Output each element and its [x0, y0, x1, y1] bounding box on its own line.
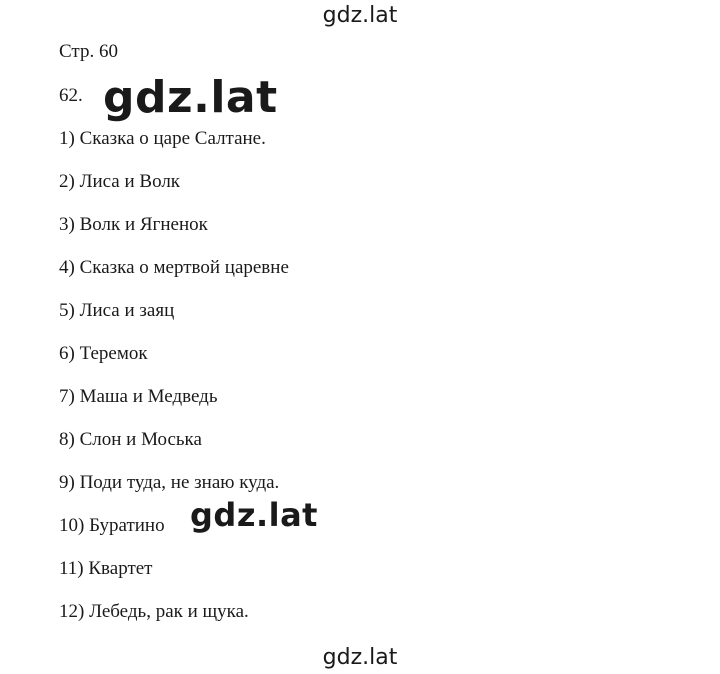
watermark-large: gdz.lat	[103, 72, 278, 123]
list-item-12: 12) Лебедь, рак и щука.	[59, 601, 249, 622]
list-item-7: 7) Маша и Медведь	[59, 386, 218, 407]
task-number: 62.	[59, 85, 83, 106]
list-item-11: 11) Квартет	[59, 558, 153, 579]
watermark-middle: gdz.lat	[190, 496, 318, 534]
list-item-2: 2) Лиса и Волк	[59, 171, 181, 192]
list-item-9: 9) Поди туда, не знаю куда.	[59, 472, 280, 493]
list-item-10: 10) Буратино	[59, 515, 165, 536]
list-item-6: 6) Теремок	[59, 343, 148, 364]
list-item-5: 5) Лиса и заяц	[59, 300, 175, 321]
list-item-8: 8) Слон и Моська	[59, 429, 202, 450]
list-item-4: 4) Сказка о мертвой царевне	[59, 257, 289, 278]
watermark-bottom: gdz.lat	[322, 645, 398, 670]
list-item-3: 3) Волк и Ягненок	[59, 214, 208, 235]
page-number: Стр. 60	[59, 41, 118, 62]
watermark-top: gdz.lat	[322, 3, 398, 28]
list-item-1: 1) Сказка о царе Салтане.	[59, 128, 266, 149]
